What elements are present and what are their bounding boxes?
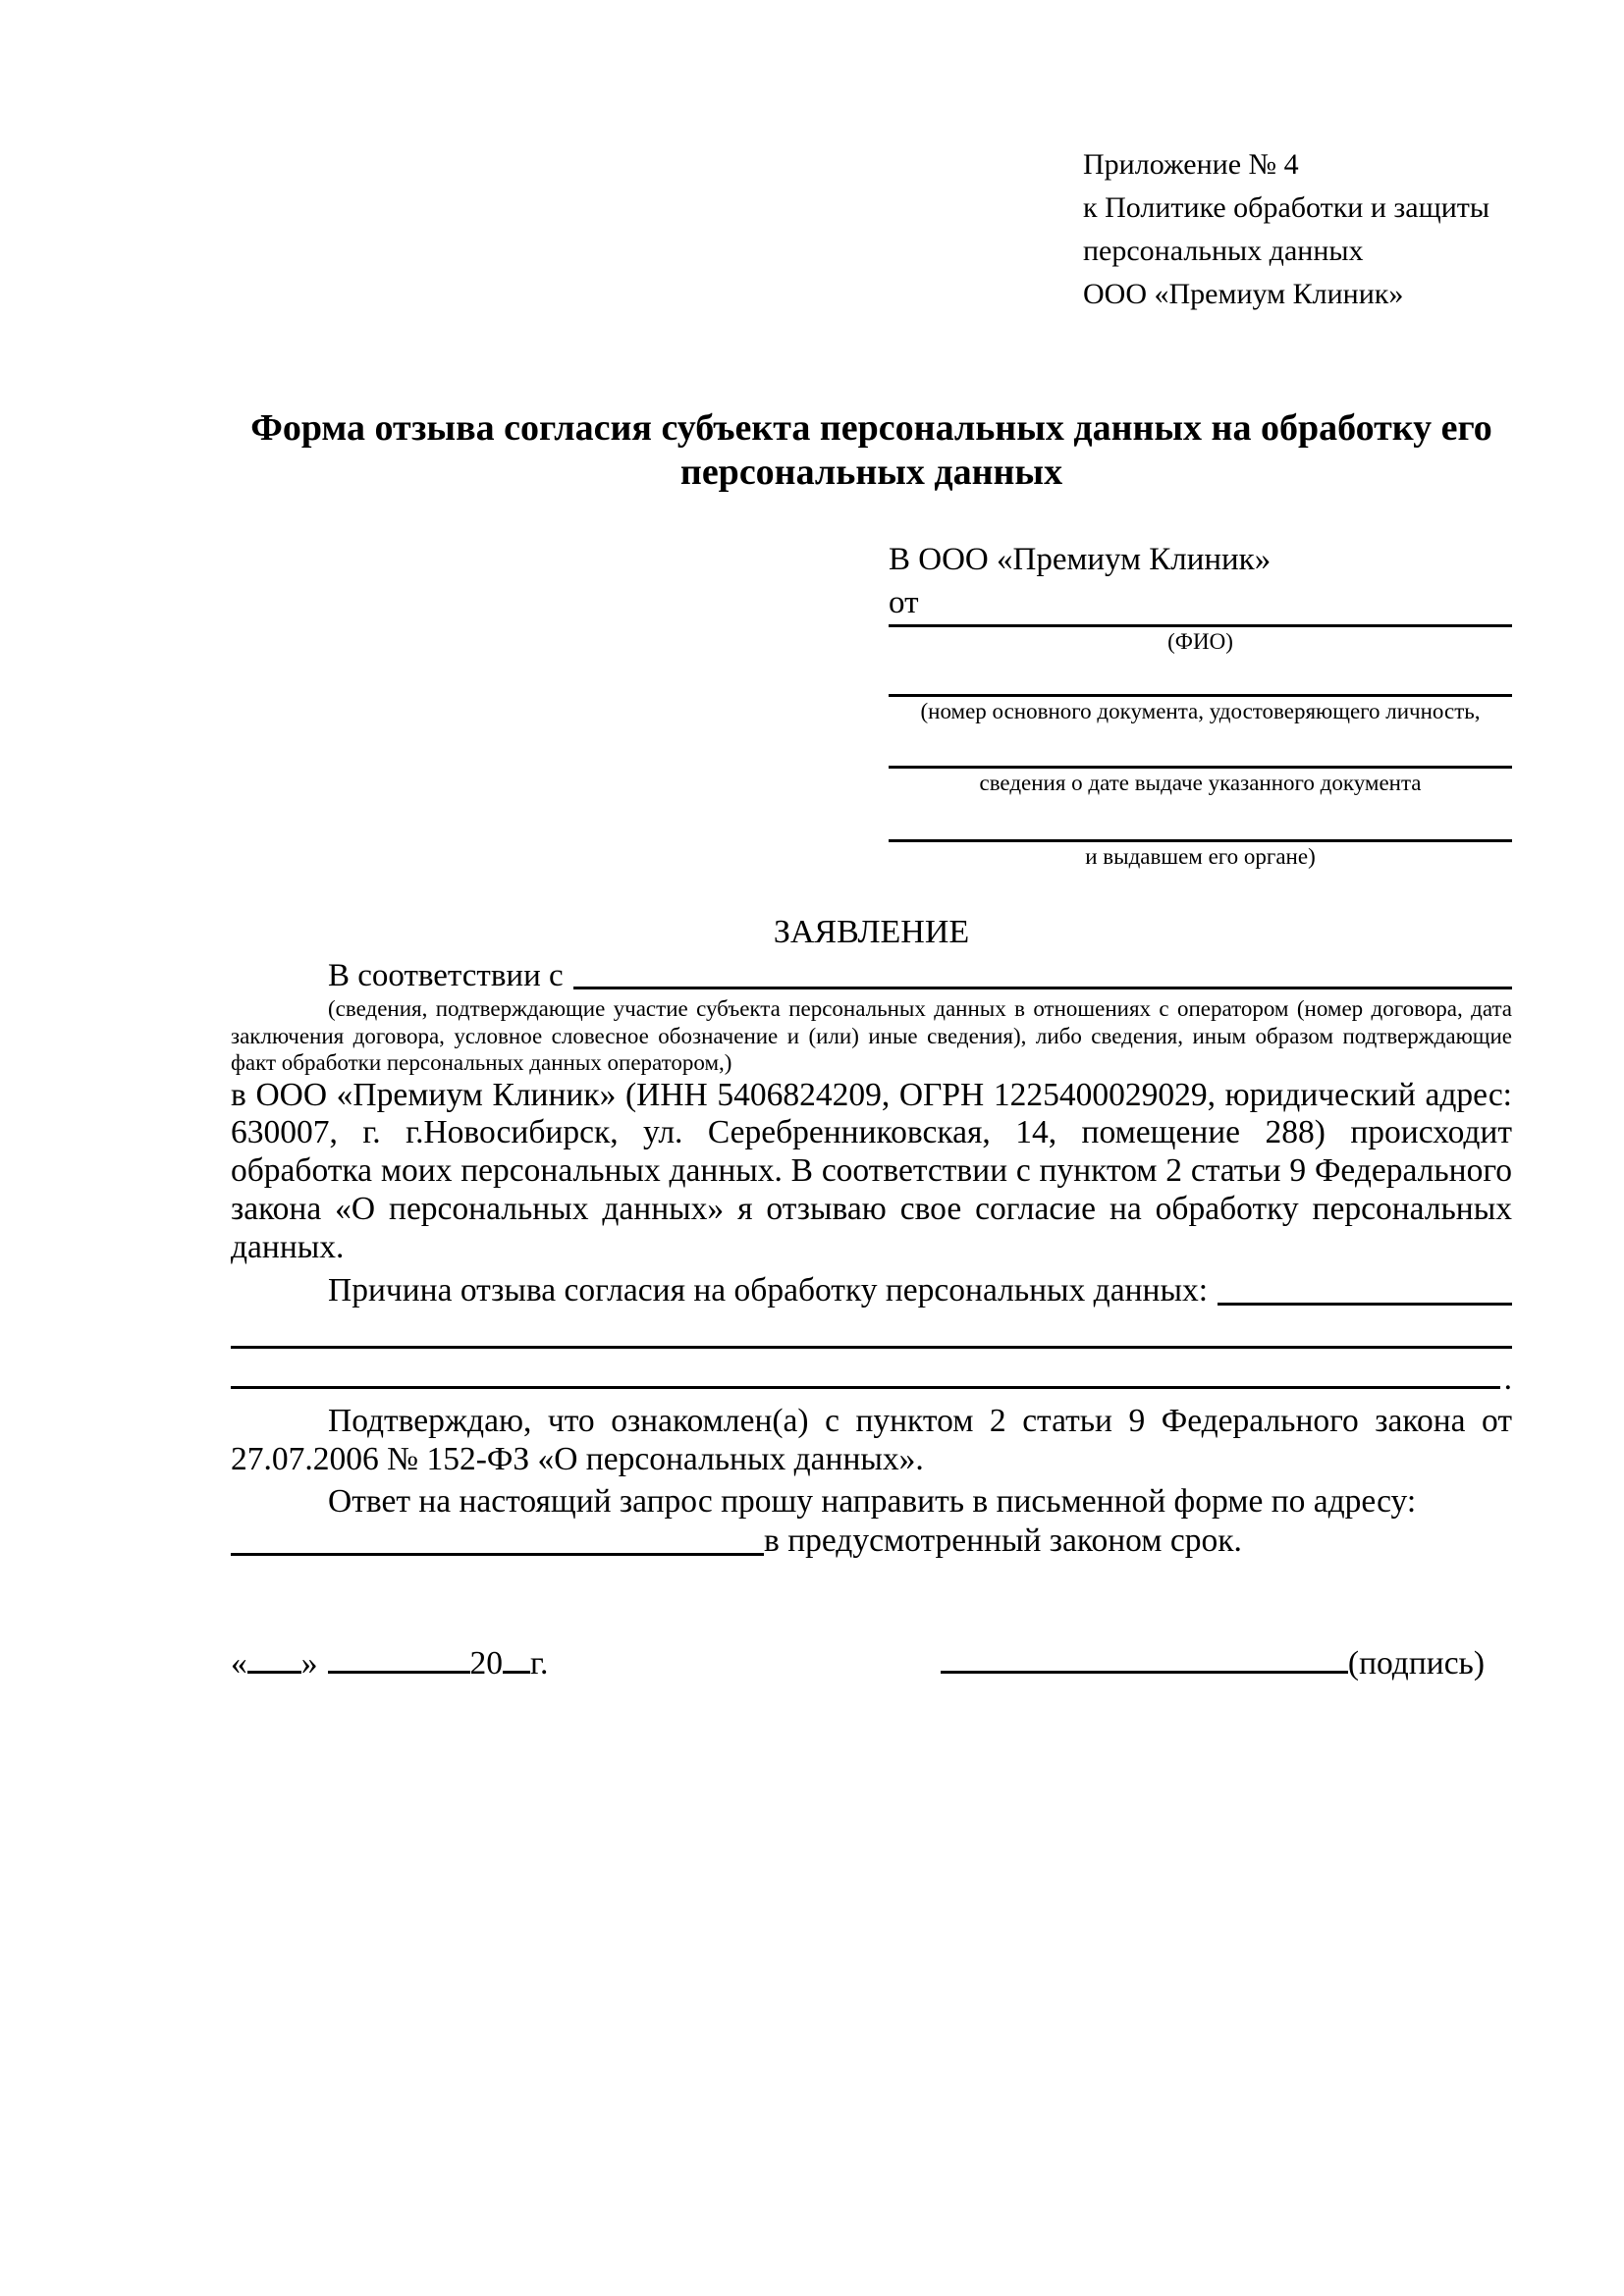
annex-line: персональных данных — [1083, 235, 1364, 267]
signature-field — [941, 1641, 1485, 1684]
reason-label: Причина отзыва согласия на обработку персональных данных: — [328, 1272, 1209, 1309]
basis-blank-line — [573, 956, 1512, 989]
month-blank-line — [328, 1641, 470, 1674]
quote-open: « — [231, 1644, 247, 1682]
form-title: Форма отзыва согласия субъекта персональных данных на обработку его персональных данных — [250, 407, 1492, 493]
annex-line: к Политике обработки и защиты — [1083, 191, 1490, 224]
date-field — [231, 1641, 548, 1684]
annex-line: Приложение № 4 — [1083, 148, 1299, 181]
addressee-to: В ООО «Премиум Клиник» — [889, 542, 1272, 577]
confirmation-paragraph: Подтверждаю, что ознакомлен(а) с пунктом 2 статьи 9 Федерального закона от 27.07.2006 № 152-ФЗ «О персональных данных». — [231, 1403, 1512, 1478]
reply-address-blank-line — [231, 1522, 764, 1556]
year-suffix: г. — [530, 1644, 549, 1682]
issue-date-caption: сведения о дате выдаче указанного документа — [979, 771, 1422, 795]
year-blank-line — [503, 1641, 530, 1674]
addressee-block — [889, 538, 1512, 872]
signature-caption: (подпись) — [1347, 1644, 1485, 1682]
reply-tail-text: в предусмотренный законом срок. — [764, 1522, 1242, 1559]
reason-blank-line — [1218, 1270, 1512, 1306]
day-blank-line — [247, 1641, 301, 1674]
annex-line: ООО «Премиум Клиник» — [1083, 278, 1404, 310]
sentence-period: . — [1503, 1361, 1512, 1398]
basis-intro-label: В соответствии с — [328, 958, 564, 993]
footer-row — [231, 1641, 1512, 1684]
reason-blank-line-2 — [231, 1346, 1512, 1349]
reply-address-row — [231, 1522, 1512, 1561]
reason-blank-line-3 — [231, 1386, 1500, 1389]
addressee-from: от — [889, 585, 919, 620]
quote-close: » — [300, 1644, 318, 1682]
signature-blank-line — [941, 1641, 1348, 1674]
statement-body: в ООО «Премиум Клиник» (ИНН 5406824209, ОГРН 1225400029029, юридический адрес: 630007, г. г.Новосибирск, ул. Серебренниковская, 14, помещение 288) происходит обработка моих персональных данных. В соответствии с пунктом 2 статьи 9 Федерального закона «О персональных данных» я отзываю свое согласие на обработку персональных данных. — [231, 1076, 1512, 1265]
fio-caption: (ФИО) — [1167, 629, 1233, 654]
issuing-authority-caption: и выдавшем его органе) — [1085, 844, 1316, 869]
reason-row — [231, 1270, 1512, 1311]
reason-continuation-row — [231, 1311, 1512, 1349]
doc-number-caption: (номер основного документа, удостоверяющего личность, — [920, 699, 1481, 723]
statement-heading: ЗАЯВЛЕНИЕ — [773, 914, 970, 950]
reason-continuation-row — [231, 1349, 1512, 1398]
annex-reference — [1083, 143, 1512, 316]
reply-request-paragraph: Ответ на настоящий запрос прошу направить в письменной форме по адресу: — [328, 1483, 1417, 1521]
basis-row — [231, 956, 1512, 995]
basis-small-print: (сведения, подтверждающие участие субъекта персональных данных в отношениях с оператором (номер договора, дата заключения договора, условное словесное обозначение и (или) иные сведения), либо сведения, иным образом подтверждающие факт обработки персональных данных оператором,) — [231, 996, 1512, 1075]
year-prefix: 20 — [469, 1644, 503, 1682]
